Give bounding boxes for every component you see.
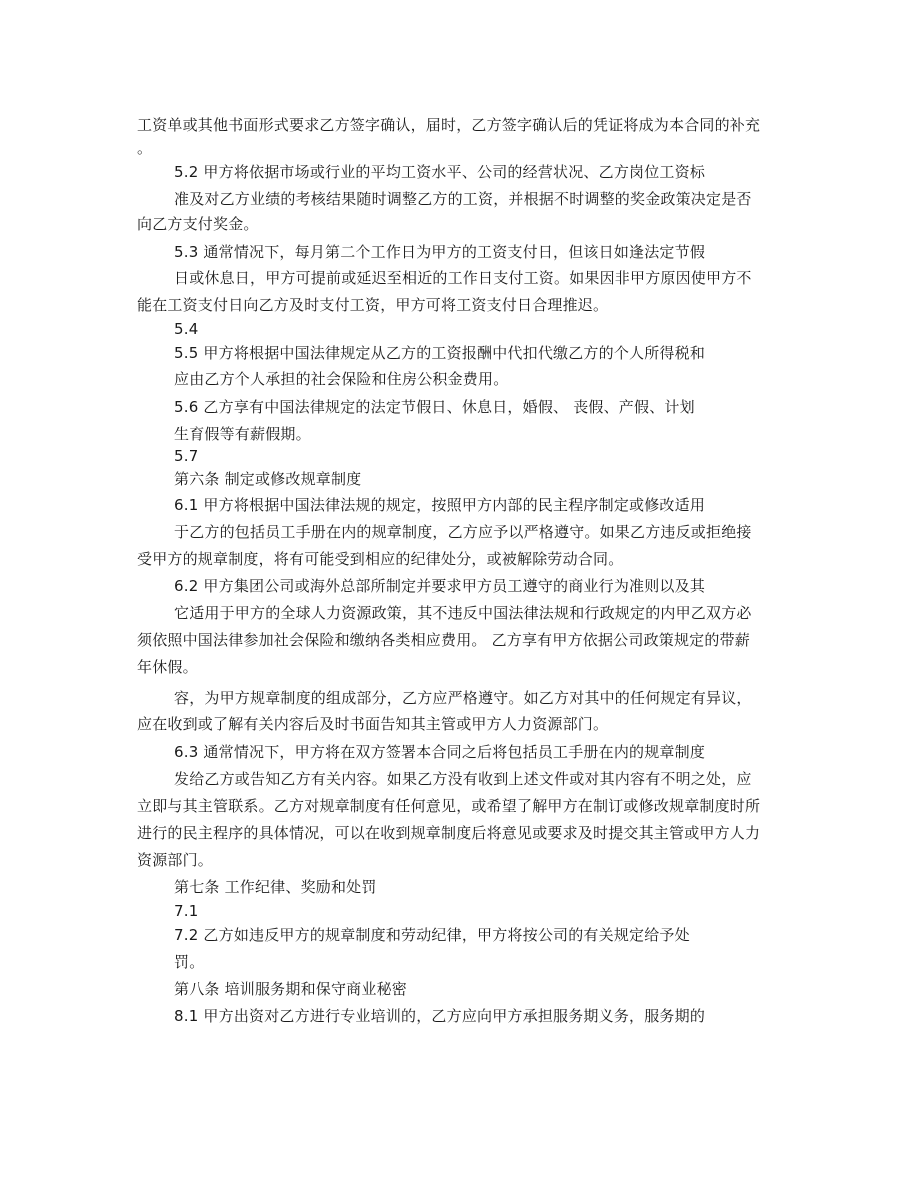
paragraph-line: 资源部门。	[137, 851, 214, 869]
paragraph-line: 发给乙方或告知乙方有关内容。如果乙方没有收到上述文件或对其内容有不明之处，应	[174, 770, 752, 788]
clause-5-4-line: 5.4	[174, 320, 199, 338]
paragraph-line: 须依照中国法律参加社会保险和缴纳各类相应费用。 乙方享有甲方依据公司政策规定的带薪	[137, 631, 750, 649]
clause-5-5-line: 5.5 甲方将根据中国法律规定从乙方的工资报酬中代扣代缴乙方的个人所得税和	[174, 344, 706, 362]
paragraph-line: 容，为甲方规章制度的组成部分，乙方应严格遵守。如乙方对其中的任何规定有异议，	[174, 689, 752, 707]
clause-6-3-line: 6.3 通常情况下，甲方将在双方签署本合同之后将包括员工手册在内的规章制度	[174, 743, 706, 761]
paragraph-line: 进行的民主程序的具体情况，可以在收到规章制度后将意见或要求及时提交其主管或甲方人力	[137, 824, 761, 842]
paragraph-line: 生育假等有薪假期。	[174, 425, 311, 443]
paragraph-line: 工资单或其他书面形式要求乙方签字确认，届时，乙方签字确认后的凭证将成为本合同的补充	[137, 116, 761, 134]
paragraph-line: 立即与其主管联系。乙方对规章制度有任何意见，或希望了解甲方在制订或修改规章制度时所	[137, 797, 761, 815]
paragraph-line: 日或休息日，甲方可提前或延迟至相近的工作日支付工资。如果因非甲方原因使甲方不	[174, 269, 752, 287]
clause-5-6-line: 5.6 乙方享有中国法律规定的法定节假日、休息日，婚假、 丧假、产假、计划	[174, 398, 695, 416]
clause-7-1-line: 7.1	[174, 902, 199, 920]
paragraph-line: 应由乙方个人承担的社会保险和住房公积金费用。	[174, 370, 509, 388]
clause-5-7-line: 5.7	[174, 447, 199, 465]
paragraph-line: 它适用于甲方的全球人力资源政策，其不违反中国法律法规和行政规定的内甲乙双方必	[174, 604, 752, 622]
clause-6-1-line: 6.1 甲方将根据中国法律法规的规定，按照甲方内部的民主程序制定或修改适用	[174, 496, 706, 514]
paragraph-line: 准及对乙方业绩的考核结果随时调整乙方的工资，并根据不时调整的奖金政策决定是否	[174, 190, 752, 208]
paragraph-line: 罚。	[174, 953, 205, 971]
paragraph-line: 受甲方的规章制度，将有可能受到相应的纪律处分，或被解除劳动合同。	[137, 550, 624, 568]
paragraph-line: 应在收到或了解有关内容后及时书面告知其主管或甲方人力资源部门。	[137, 715, 609, 733]
article-7-heading: 第七条 工作纪律、奖励和处罚	[174, 878, 377, 896]
paragraph-line: 于乙方的包括员工手册在内的规章制度，乙方应予以严格遵守。如果乙方违反或拒绝接	[174, 523, 752, 541]
clause-7-2-line: 7.2 乙方如违反甲方的规章制度和劳动纪律，甲方将按公司的有关规定给予处	[174, 926, 690, 944]
clause-8-1-line: 8.1 甲方出资对乙方进行专业培训的，乙方应向甲方承担服务期义务，服务期的	[174, 1007, 706, 1025]
article-8-heading: 第八条 培训服务期和保守商业秘密	[174, 980, 407, 998]
clause-6-2-line: 6.2 甲方集团公司或海外总部所制定并要求甲方员工遵守的商业行为准则以及其	[174, 577, 706, 595]
clause-5-3-line: 5.3 通常情况下，每月第二个工作日为甲方的工资支付日，但该日如逢法定节假	[174, 243, 706, 261]
article-6-heading: 第六条 制定或修改规章制度	[174, 470, 362, 488]
clause-5-2-line: 5.2 甲方将依据市场或行业的平均工资水平、公司的经营状况、乙方岗位工资标	[174, 163, 706, 181]
paragraph-line: 能在工资支付日向乙方及时支付工资，甲方可将工资支付日合理推迟。	[137, 296, 609, 314]
paragraph-line: 向乙方支付奖金。	[137, 215, 259, 233]
paragraph-line: 。	[137, 139, 153, 157]
paragraph-line: 年休假。	[137, 658, 198, 676]
